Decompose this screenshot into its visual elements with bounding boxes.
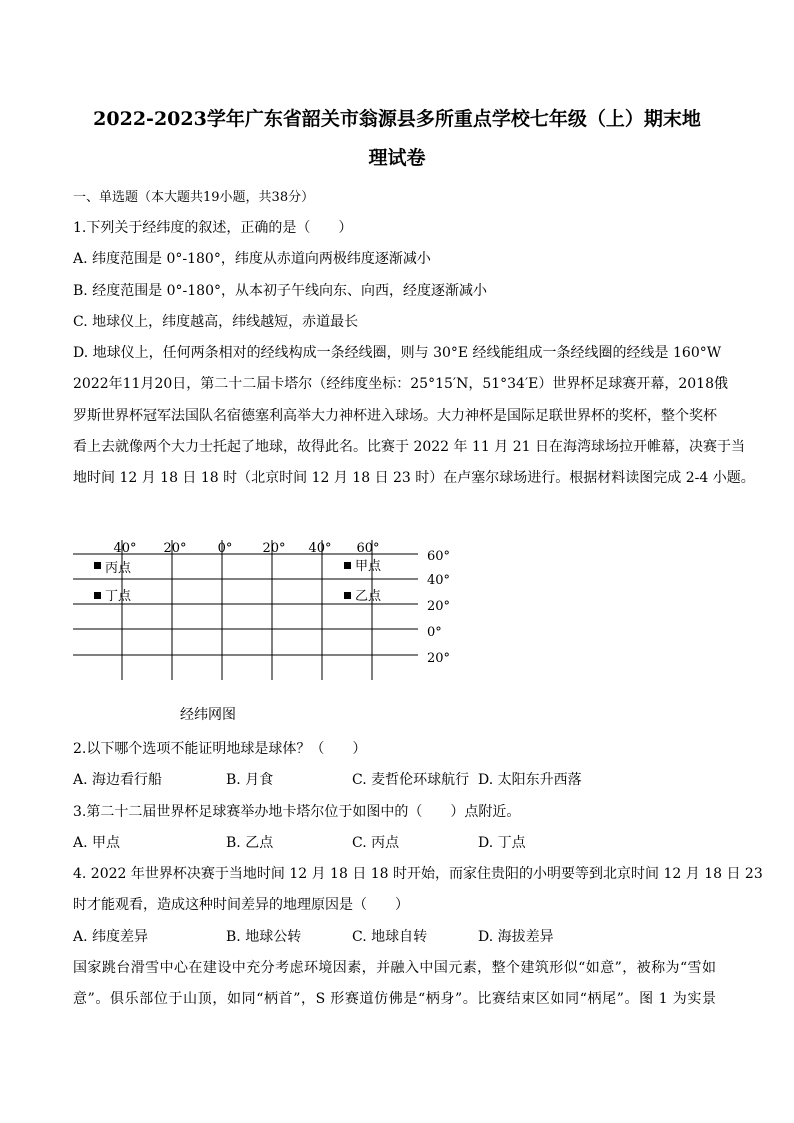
lon-label-2: 20° [163, 541, 187, 556]
figure-caption: 经纬网图 [180, 707, 236, 723]
q4-option-c: C. 地球自转 [352, 929, 428, 945]
lat-label-2: 40° [427, 573, 451, 588]
q3-option-a: A. 甲点 [73, 835, 121, 851]
lat-label-5: 20° [427, 651, 451, 666]
q2-option-b: B. 月食 [226, 772, 274, 788]
q2-option-d: D. 太阳东升西落 [478, 772, 582, 788]
q4-option-d: D. 海拔差异 [478, 929, 554, 945]
q1-option-c: C. 地球仪上，纬度越高，纬线越短，赤道最长 [73, 314, 359, 330]
q3-option-d: D. 丁点 [478, 835, 526, 851]
lat-label-1: 60° [427, 549, 451, 564]
q3-stem: 3.第二十二届世界杯足球赛举办地卡塔尔位于如图中的（ ）点附近。 [73, 804, 521, 820]
passage1-line4: 地时间 12 月 18 日 18 时（北京时间 12 月 18 日 23 时）在卢塞尔球场进行。根据材料读图完成 2-4 小题。 [73, 470, 755, 486]
q1-stem: 1.下列关于经纬度的叙述，正确的是（ ） [73, 220, 353, 236]
passage1-line2: 罗斯世界杯冠军法国队名宿德塞利高举大力神杯进入球场。大力神杯是国际足联世界杯的奖杯，整个奖杯 [73, 408, 717, 424]
lat-label-4: 0° [427, 625, 442, 640]
exam-title-line2: 理试卷 [368, 147, 426, 169]
point-jia-label: 甲点 [355, 559, 382, 574]
exam-title-line1: 2022-2023学年广东省韶关市翁源县多所重点学校七年级（上）期末地 [93, 108, 701, 130]
lat-label-3: 20° [427, 599, 451, 614]
point-ding-label: 丁点 [105, 589, 132, 604]
lat-lon-grid-figure [0, 530, 794, 690]
passage1-line1: 2022年11月20日，第二十二届卡塔尔（经纬度坐标：25°15′N，51°34′E）世界杯足球赛开幕，2018俄 [73, 376, 728, 392]
q1-option-a: A. 纬度范围是 0°-180°，纬度从赤道向两极纬度逐渐减小 [73, 251, 431, 267]
point-jia-marker [344, 562, 351, 569]
passage1-line3: 看上去就像两个大力士托起了地球，故得此名。比赛于 2022 年 11 月 21 日在海湾球场拉开帷幕，决赛于当 [73, 439, 745, 455]
lon-label-3: 0° [217, 541, 233, 556]
passage2-line2: 意”。俱乐部位于山顶，如同“柄首”，S 形赛道仿佛是“柄身”。比赛结束区如同“柄尾”。图 1 为实景 [73, 991, 716, 1007]
lon-label-5: 40° [308, 541, 332, 556]
q4-stem-line1: 4. 2022 年世界杯决赛于当地时间 12 月 18 日 18 时开始，而家住贵阳的小明要等到北京时间 12 月 18 日 23 [73, 866, 763, 882]
point-yi-label: 乙点 [355, 589, 382, 604]
q1-option-d: D. 地球仪上，任何两条相对的经线构成一条经线圈，则与 30°E 经线能组成一条经线圈的经线是 160°W [73, 345, 722, 361]
lon-label-1: 40° [113, 541, 137, 556]
passage2-line1: 国家跳台滑雪中心在建设中充分考虑环境因素，并融入中国元素，整个建筑形似“如意”，被称为“雪如 [73, 960, 716, 976]
lon-label-6: 60° [356, 541, 380, 556]
q1-option-b: B. 经度范围是 0°-180°，从本初子午线向东、向西，经度逐渐减小 [73, 283, 487, 299]
point-ding-marker [94, 592, 101, 599]
q3-option-b: B. 乙点 [226, 835, 274, 851]
point-yi-marker [344, 592, 351, 599]
q4-option-a: A. 纬度差异 [73, 929, 149, 945]
section-heading: 一、单选题（本大题共19小题，共38分） [73, 190, 315, 205]
point-bing-label: 丙点 [105, 561, 132, 576]
q2-option-c: C. 麦哲伦环球航行 [352, 772, 470, 788]
point-bing-marker [94, 562, 101, 569]
q2-option-a: A. 海边看行船 [73, 772, 163, 788]
q3-option-c: C. 丙点 [352, 835, 400, 851]
q2-stem: 2.以下哪个选项不能证明地球是球体？（ ） [73, 741, 367, 757]
q4-stem-line2: 时才能观看，造成这种时间差异的地理原因是（ ） [73, 897, 409, 913]
q4-option-b: B. 地球公转 [226, 929, 302, 945]
lon-label-4: 20° [262, 541, 286, 556]
